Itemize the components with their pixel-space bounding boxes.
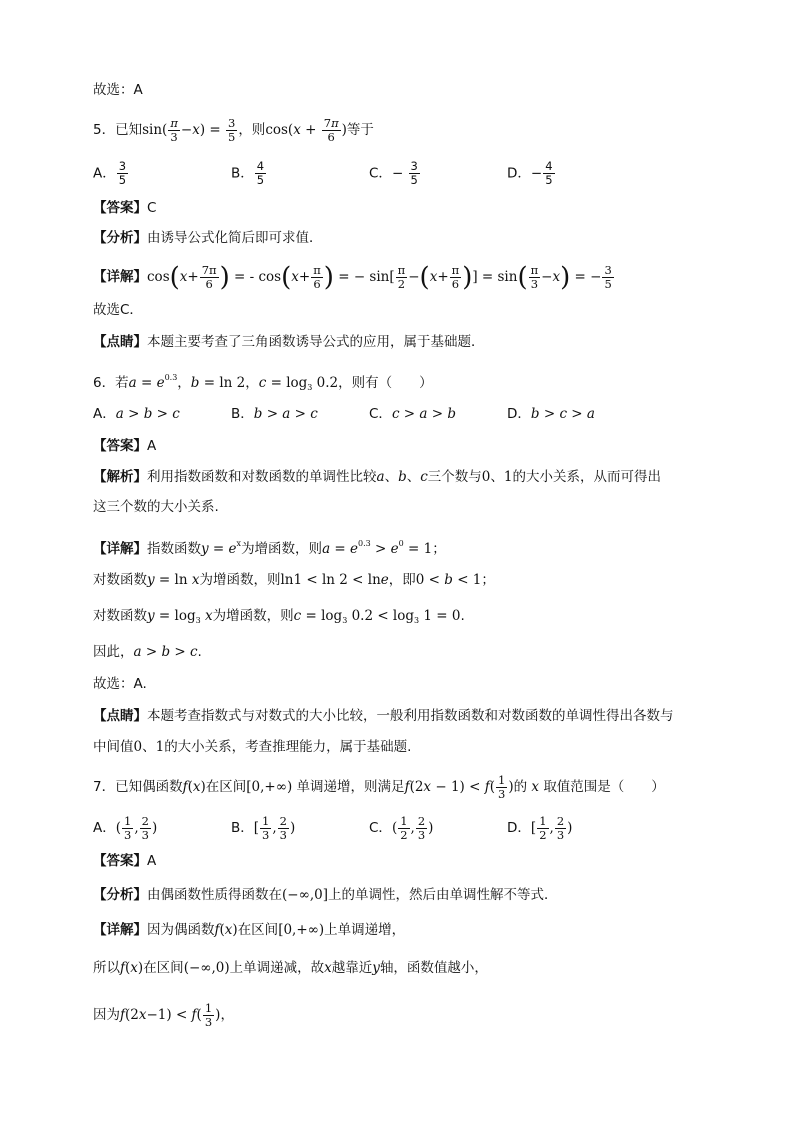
analysis-7: 【分析】由偶函数性质得函数在(−∞,0]上的单调性，然后由单调性解不等式． bbox=[93, 887, 558, 903]
question-6: 6．若$a = e^{0.3}$，b = ln 2，$c = \log_3 0.2$，则有（ ） bbox=[93, 373, 433, 392]
conclusion-6: 故选：A. bbox=[93, 676, 147, 692]
question-7: 7．已知偶函数f(x)在区间[0,+∞) 单调递增，则满足f(2x − 1) < f( $\frac{1}{3}$ )的 x 取值范围是（ ） bbox=[93, 773, 665, 801]
detail-7-line-1: 【详解】因为偶函数f(x)在区间[0,+∞)上单调递增， bbox=[93, 922, 406, 938]
detail-6-line-3: 对数函数$y = \log_3 x$为增函数，则$c = \log_3 0.2 < \log_3 1 = 0$. bbox=[93, 608, 465, 625]
analysis-6-cont: 这三个数的大小关系. bbox=[93, 499, 219, 515]
analysis-6: 【解析】利用指数函数和对数函数的单调性比较a、b、c三个数与0、1的大小关系，从而可得出 bbox=[93, 469, 661, 485]
detail-7-line-3: 因为f(2x−1) < f( $\frac{1}{3}$ )， bbox=[93, 1001, 234, 1029]
question-7-options: A．( $\frac{1}{3}$ , $\frac{2}{3}$ ) B．[ $\frac{1}{3}$ , $\frac{2}{3}$ ) C．( $\frac{1}{2}$ , $\frac{2}{3}$ ) D．[ $\frac{1}{2}$ , $\frac{2}{3}$ ) bbox=[93, 814, 573, 842]
analysis-5: 【分析】由诱导公式化简后即可求值． bbox=[93, 230, 323, 246]
question-6-options: A．a > b > c B．b > a > c C．c > a > b D．b > c > a bbox=[93, 406, 595, 422]
remark-5: 【点睛】本题主要考查了三角函数诱导公式的应用，属于基础题． bbox=[93, 334, 485, 350]
detail-6-line-1: 【详解】指数函数$y = e^x$为增函数，则$a = e^{0.3} > e^0 = 1$； bbox=[93, 539, 446, 557]
prev-conclusion: 故选：A bbox=[93, 82, 143, 98]
detail-6-line-4: 因此，a > b > c. bbox=[93, 644, 202, 660]
remark-6: 【点睛】本题考查指数式与对数式的大小比较，一般利用指数函数和对数函数的单调性得出各数与 bbox=[93, 708, 674, 724]
conclusion-5: 故选C． bbox=[93, 302, 143, 318]
detail-6-line-2: 对数函数y = ln x为增函数，则ln1 < ln 2 < lne，即0 < b < 1； bbox=[93, 572, 495, 588]
answer-6: 【答案】A bbox=[93, 438, 157, 454]
remark-6-cont: 中间值0、1的大小关系，考查推理能力，属于基础题. bbox=[93, 739, 412, 755]
answer-5: 【答案】C bbox=[93, 200, 157, 216]
detail-5: 【详解】cos(x+ $\frac{7\pi}{6}$ ) = - cos(x+ $\frac{\pi}{6}$ ) = − sin[ $\frac{\pi}{2}$ −(x+ $\frac{\pi}{6}$ )] = sin( $\frac{\pi}{3}$ −x) = − $\frac{3}{5}$ bbox=[93, 262, 612, 293]
answer-7: 【答案】A bbox=[93, 853, 157, 869]
question-5-options: A． $\frac{3}{5}$ B． $\frac{4}{5}$ C．− $\frac{3}{5}$ D．− $\frac{4}{5}$ bbox=[93, 159, 553, 187]
question-5: 5．已知sin( $\frac{\pi}{3}$ −x) = $\frac{3}{5}$ ，则cos(x + $\frac{7\pi}{6}$ )等于 bbox=[93, 116, 374, 144]
detail-7-line-2: 所以f(x)在区间(−∞,0)上单调递减，故x越靠近y轴，函数值越小， bbox=[93, 960, 488, 976]
